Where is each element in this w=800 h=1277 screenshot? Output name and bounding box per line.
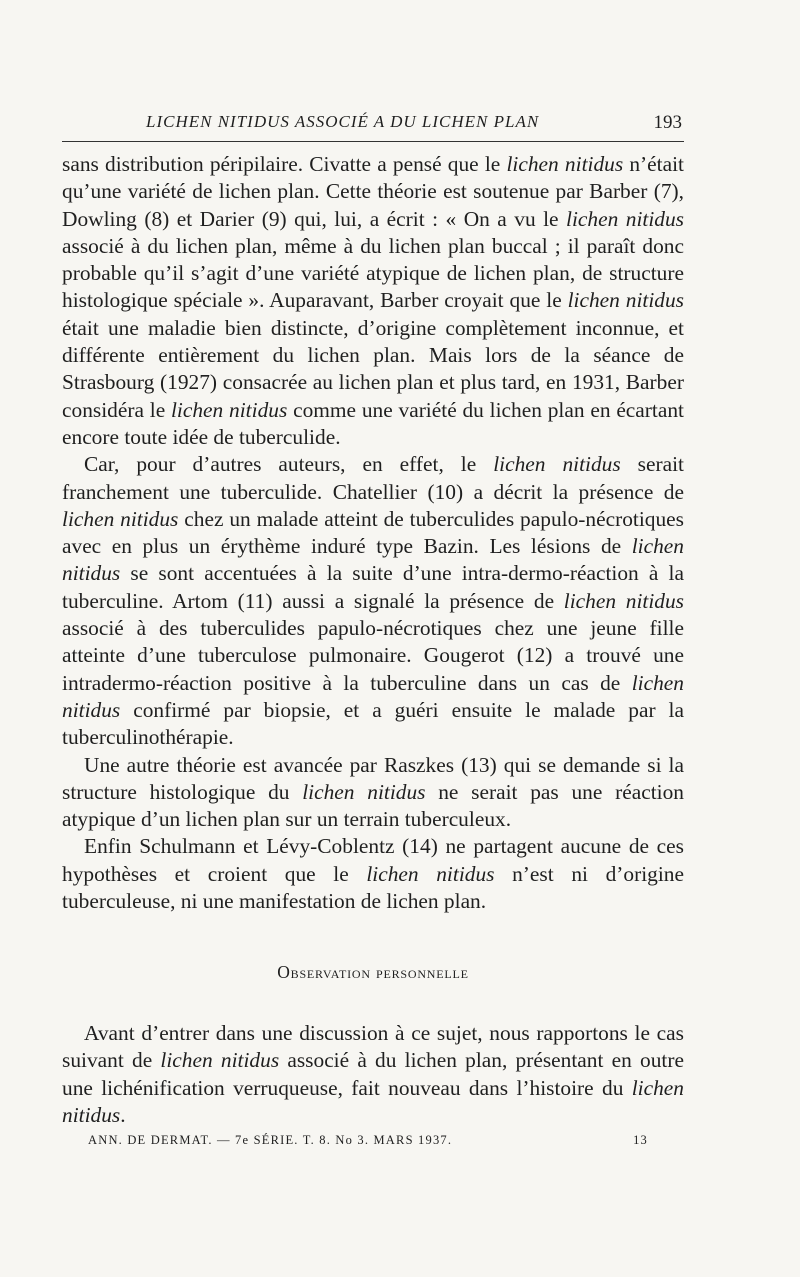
text-run: Avant d’entrer dans une discussion à ce sujet, nous rapportons le cas suivant de [62,1021,684,1073]
italic-term: lichen nitidus [62,670,684,722]
footer [88,1133,648,1153]
paragraph-2 [62,451,684,751]
italic-term: lichen nitidus [563,588,684,613]
italic-term: lichen nitidus [170,397,288,422]
page-number: 193 [653,112,682,133]
section-title: Observation personnelle [277,962,469,982]
text-run: Une autre théorie est avancée par Raszkes (13) qui se demande si la structure histologique du [62,752,684,804]
text-run: associé à du lichen plan, présentant en outre une lichénification verruqueuse, fait nouveau dans l’histoire du [62,1048,684,1100]
body-text [62,151,684,915]
paragraph-5 [62,1020,684,1129]
text-run: . [120,1102,126,1127]
italic-term: lichen nitidus [506,152,624,176]
text-run: sans distribution péripilaire. Civatte a pensé que le [62,152,507,176]
text-run: était une maladie bien distincte, d’origine complètement inconnue, et différente entièrement du lichen plan. Mais lors de la séance de Strasbourg (1927) consacrée au lichen plan et plus tard, en 1931, Barber considéra le [62,315,684,422]
text-run: n’était qu’une variété de lichen plan. Cette théorie est soutenue par Barber (7), Dowling (8) et Darier (9) qui, lui, a écrit : « On a vu le [62,152,684,231]
header-rule [62,141,684,142]
journal-citation: ANN. DE DERMAT. — 7e SÉRIE. T. 8. No 3. MARS 1937. [88,1133,453,1147]
italic-term: lichen nitidus [160,1048,280,1073]
text-run: n’est ni d’origine tuberculeuse, ni une manifestation de lichen plan. [62,861,684,914]
italic-term: lichen nitidus [567,288,684,313]
italic-term: lichen nitidus [62,1075,684,1127]
text-run: Enfin Schulmann et Lévy-Coblentz (14) ne partagent aucune de ces hypothèses et croient que le [62,834,684,886]
italic-term: lichen nitidus [302,779,426,804]
text-run: comme une variété du lichen plan en écartant encore toute idée de tuberculide. [62,397,684,449]
paragraph-3 [62,752,684,834]
text-run: associé à des tuberculides papulo-nécrotiques chez une jeune fille atteinte d’une tuberculose pulmonaire. Gougerot (12) a trouvé une intradermo-réaction positive à la tuberculine dans un cas de [62,616,684,695]
body-text-observation [62,1020,684,1129]
italic-term: lichen nitidus [366,861,495,886]
text-run: chez un malade atteint de tuberculides papulo-nécrotiques avec en plus un érythème induré type Bazin. Les lésions de [62,506,684,559]
text-run: associé à du lichen plan, même à du lichen plan buccal ; il paraît donc probable qu’il s’agit d’une variété atypique de lichen plan, de structure histologique spéciale ». Auparavant, Barber croyait que le [62,233,684,313]
paragraph-4 [62,833,684,915]
text-run: ne serait pas une réaction atypique d’un lichen plan sur un terrain tuberculeux. [62,779,684,832]
signature-number: 13 [633,1133,648,1147]
running-header [62,112,682,142]
italic-term: lichen nitidus [566,206,685,231]
text-run: se sont accentuées à la suite d’une intra-dermo-réaction à la tuberculine. Artom (11) aussi a signalé la présence de [62,561,684,613]
text-run: Car, pour d’autres auteurs, en effet, le [84,452,494,477]
paragraph-1 [62,151,684,451]
text-run: serait franchement une tuberculide. Chatellier (10) a décrit la présence de [62,452,685,504]
running-title: LICHEN NITIDUS ASSOCIÉ A DU LICHEN PLAN [146,112,540,131]
italic-term: lichen nitidus [62,506,179,531]
italic-term: lichen nitidus [493,452,621,477]
text-run: confirmé par biopsie, et a guéri ensuite le malade par la tuberculinothérapie. [62,697,684,750]
italic-term: lichen nitidus [62,534,684,586]
